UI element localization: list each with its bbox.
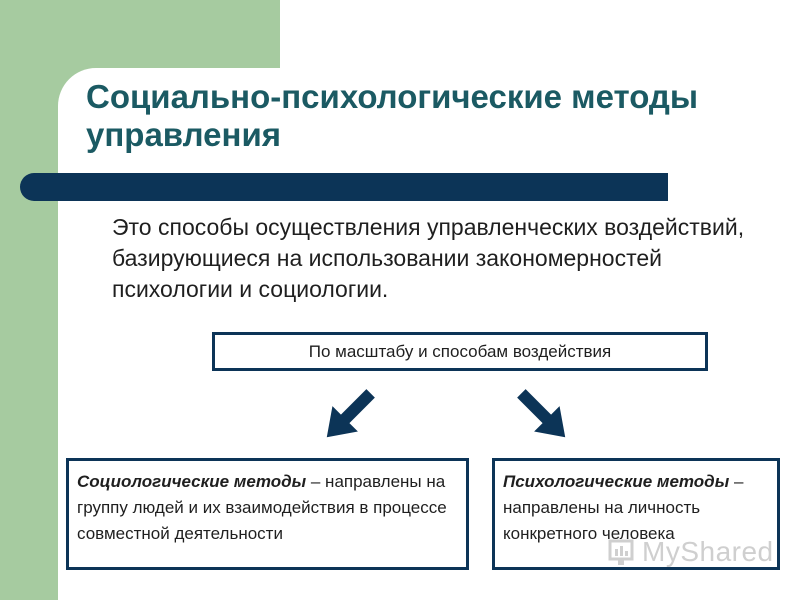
psychological-methods-title: Психологические методы: [503, 472, 730, 491]
slide-title: Социально-психологические методы управления: [86, 78, 699, 153]
arrow-down-left-icon: [316, 384, 380, 448]
sociological-methods-title: Социологические методы: [77, 472, 307, 491]
arrow-down-right-icon: [512, 384, 576, 448]
green-left-strip: [0, 0, 58, 600]
title-underline-bar: [20, 173, 668, 201]
myshared-logo-icon: [608, 537, 638, 567]
watermark-text: MyShared: [642, 536, 774, 567]
watermark: [608, 536, 774, 568]
scale-box: [212, 332, 708, 371]
psychological-methods-text: – направлены на личность конкретного человека: [503, 472, 744, 543]
sociological-methods-box: [66, 458, 469, 570]
scale-box-label: По масштабу и способам воздействия: [308, 341, 612, 361]
definition-text: Это способы осуществления управленческих воздействий, базирующиеся на использовании закономерностей психологии и социологии.: [112, 214, 745, 302]
sociological-methods-text: – направлены на группу людей и их взаимодействия в процессе совместной деятельности: [77, 472, 447, 543]
